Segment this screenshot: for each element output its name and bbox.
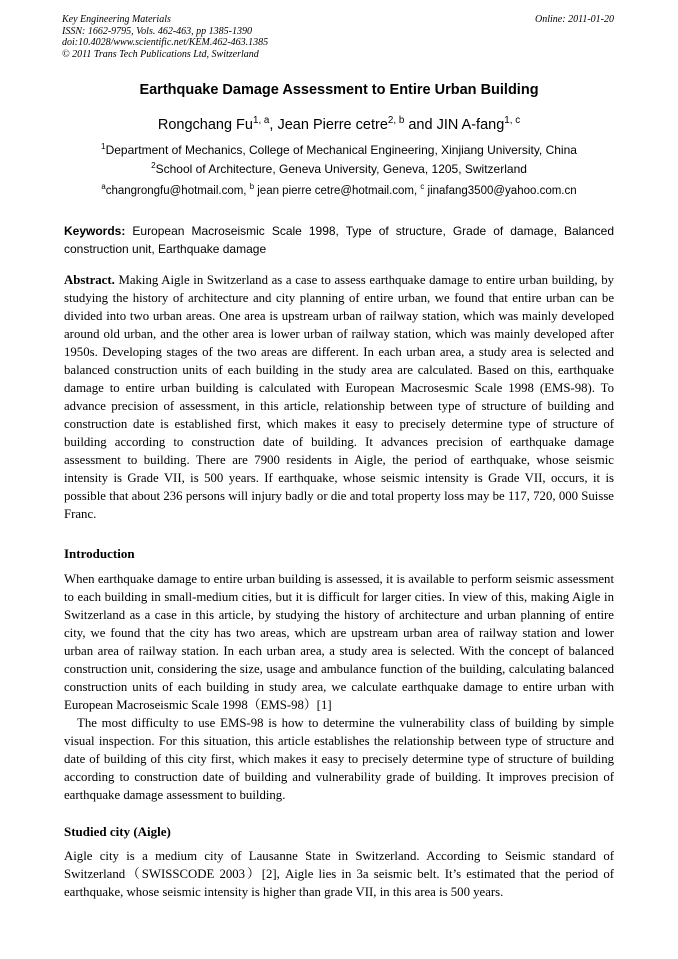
author-separator: , xyxy=(269,117,278,133)
email-a: changrongfu@hotmail.com, xyxy=(105,185,250,197)
paper-title: Earthquake Damage Assessment to Entire Urban Building xyxy=(139,82,539,98)
email-b-sup: b xyxy=(249,182,255,192)
affiliation-2 xyxy=(0,162,678,176)
author-2-sup: 2, b xyxy=(387,115,405,127)
author-1: Rongchang Fu xyxy=(157,117,253,133)
introduction-paragraph-2: The most difficulty to use EMS-98 is how to determine the vulnerability class of building by simple visual inspection. For this situation, this article establishes the relationship between type of structure and date of building of this city first, which makes it easy to precisely determine type of structure of building according to construction date of building and vulnerability grade of building. It improves precision of earthquake damage assessment to building. xyxy=(64,716,614,802)
author-1-sup: 1, a xyxy=(252,115,270,127)
studied-city-paragraph-1: Aigle city is a medium city of Lausanne State in Switzerland. According to Seismic standard of Switzerland（SWISSCODE 2003）[2], Aigle lies in 3a seismic belt. It’s estimated that the period of earthquake, whose seismic intensity is higher than grade VII, in this area is 500 years. xyxy=(64,849,614,899)
introduction-paragraph-1: When earthquake damage to entire urban building is assessed, it is available to perform seismic assessment to each building in small-medium cities, but it is difficult for larger cities. In view of this, making Aigle in Switzerland as a case in this article, by studying the history of architecture and urban planning of entire city, we found that the city has two areas, which are upstream urban area of railway station and lower urban area of railway station. In each urban area, a study area is selected. With the concept of balanced construction unit, considering the size, usage and ambulance function of the building, calculating balanced construction units of each building in study area, we calculate earthquake damage to entire urban with European Macroseismic Scale 1998（EMS-98）[1] xyxy=(64,572,614,712)
issn-line: ISSN: 1662-9795, Vols. 462-463, pp 1385-1390 xyxy=(62,25,252,37)
affiliation-1 xyxy=(0,143,678,157)
keywords-label: Keywords: xyxy=(64,224,126,238)
studied-city-body xyxy=(64,847,614,901)
email-c-sup: c xyxy=(420,182,425,192)
introduction-body xyxy=(64,570,614,804)
affiliation-1-sup: 1 xyxy=(101,142,106,151)
author-emails xyxy=(0,182,678,197)
journal-header xyxy=(62,14,268,60)
author-list xyxy=(0,117,678,133)
author-separator: and xyxy=(404,117,437,133)
abstract-label: Abstract. xyxy=(64,273,115,287)
keywords-text: European Macroseismic Scale 1998, Type of structure, Grade of damage, Balanced construction unit, Earthquake damage xyxy=(64,224,614,256)
online-date: Online: 2011-01-20 xyxy=(535,14,614,25)
affiliation-2-sup: 2 xyxy=(151,161,156,170)
author-3: JIN A-fang xyxy=(436,117,505,133)
author-2: Jean Pierre cetre xyxy=(277,117,388,133)
affiliation-2-text: School of Architecture, Geneva University, Geneva, 1205, Switzerland xyxy=(155,162,527,176)
abstract-text: Making Aigle in Switzerland as a case to assess earthquake damage to entire urban building, by studying the history of architecture and city planning of entire urban, we found that entire urban can be divided into two urban areas. One area is upstream urban of railway station, which was mainly developed around old urban, and the other area is lower urban of railway station, which was mainly developed after 1950s. Developing stages of the two areas are different. In each urban area, a study area is selected and balanced construction units of each building in the study area are calculated. Based on this, earthquake damage to entire urban building is calculated with European Macrosesmic Scale 1998 (EMS-98). To advance precision of assessment, in this article, relationship between type of structure of building and construction date is established first, which makes it easy to precisely determine type of structure of building according to construction date of building. It advances precision of earthquake damage assessment to building. There are 7900 residents in Aigle, the period of earthquake, whose seismic intensity is Grade VII, is 500 years. If earthquake, whose seismic intensity is Grade VII, occurs, it is possible that about 236 persons will injury badly or die and total property loss may be 117, 720, 000 Suisse Franc. xyxy=(64,273,614,521)
abstract xyxy=(64,271,614,523)
copyright-line: © 2011 Trans Tech Publications Ltd, Switzerland xyxy=(62,48,259,60)
journal-name: Key Engineering Materials xyxy=(62,14,171,25)
email-c: jinafang3500@yahoo.com.cn xyxy=(424,185,577,197)
author-3-sup: 1, c xyxy=(504,115,521,127)
keywords xyxy=(64,222,614,258)
affiliation-1-text: Department of Mechanics, College of Mechanical Engineering, Xinjiang University, China xyxy=(105,143,577,157)
studied-city-heading: Studied city (Aigle) xyxy=(64,824,171,839)
email-a-sup: a xyxy=(101,182,106,192)
introduction-heading: Introduction xyxy=(64,546,135,561)
doi-line: doi:10.4028/www.scientific.net/KEM.462-463.1385 xyxy=(62,37,269,48)
email-b: jean pierre cetre@hotmail.com, xyxy=(254,185,421,197)
